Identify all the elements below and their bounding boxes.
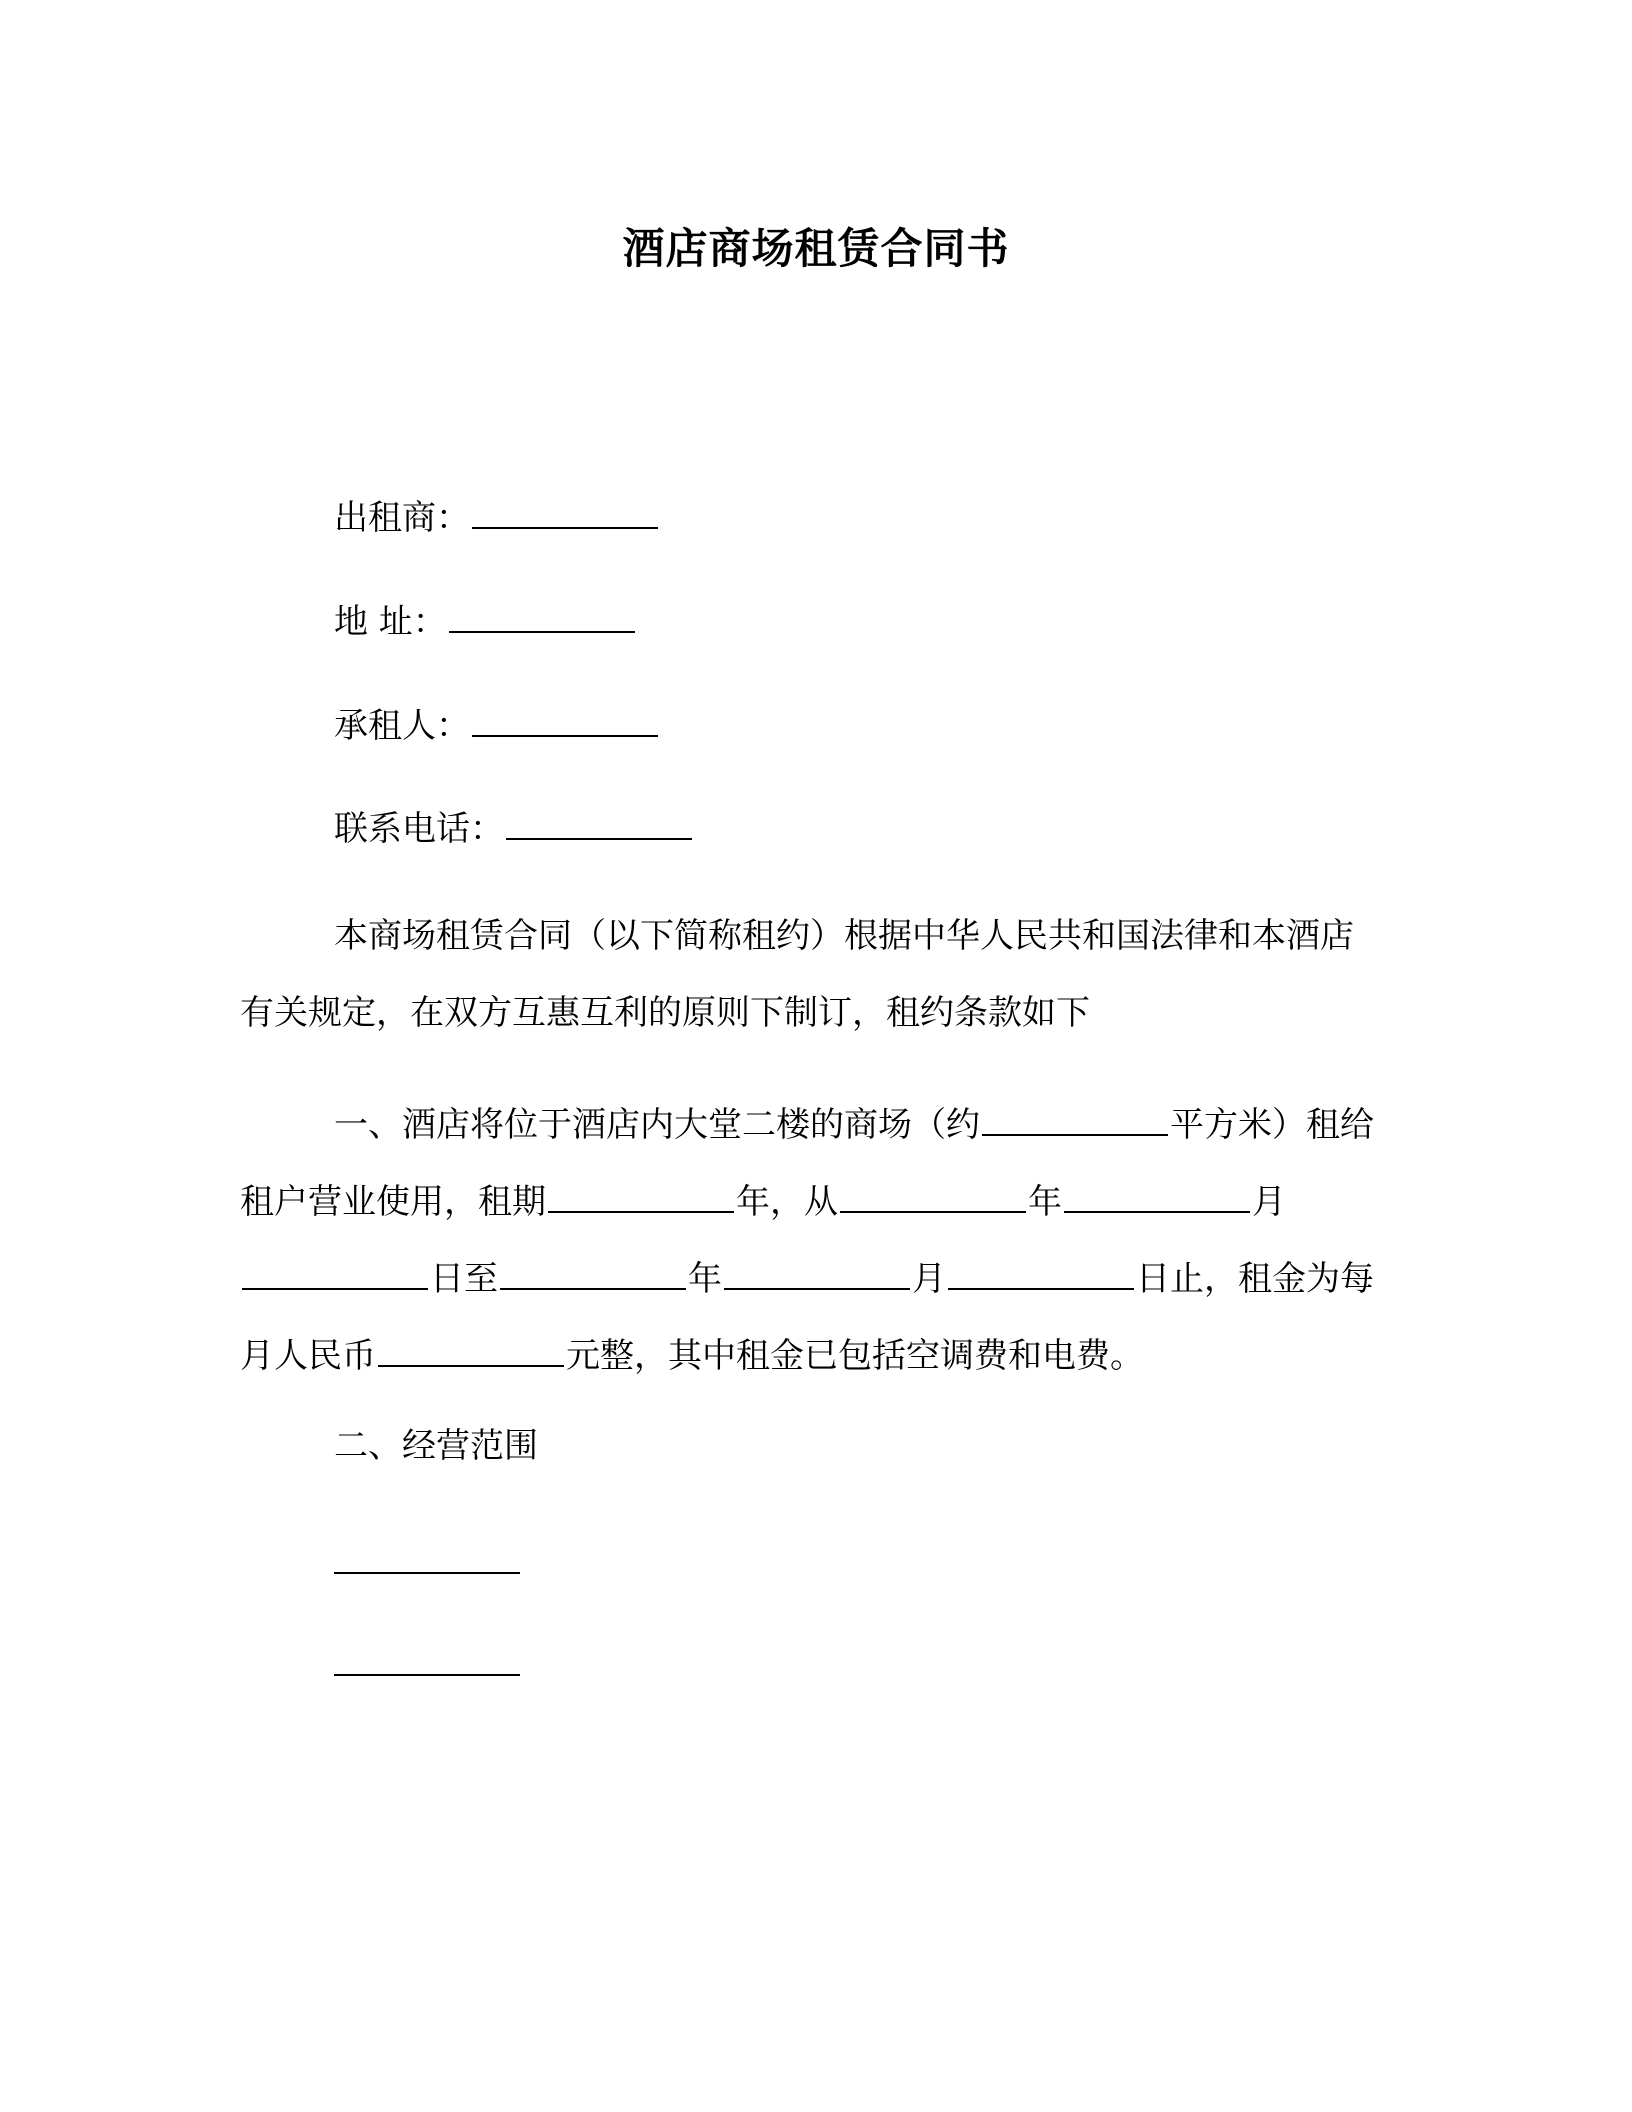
start-day-blank[interactable] xyxy=(242,1258,428,1290)
intro-paragraph: 本商场租赁合同（以下简称租约）根据中华人民共和国法律和本酒店有关规定，在双方互惠互利的原则下制订，租约条款如下 xyxy=(240,916,1354,1033)
clause-1-text-8: 月 xyxy=(912,1259,946,1299)
start-month-blank[interactable] xyxy=(1064,1181,1250,1213)
address-blank[interactable] xyxy=(449,601,635,633)
phone-field xyxy=(334,807,694,851)
end-year-blank[interactable] xyxy=(500,1258,686,1290)
end-day-blank[interactable] xyxy=(948,1258,1134,1290)
lessee-field xyxy=(334,704,660,748)
clause-1-paragraph xyxy=(240,1087,1380,1395)
clause-1-text-10: 元整，其中租金已包括空调费和电费。 xyxy=(566,1336,1144,1376)
document-title: 酒店商场租赁合同书 xyxy=(622,224,1010,273)
clause-2-heading: 二、经营范围 xyxy=(334,1426,538,1466)
phone-blank[interactable] xyxy=(506,808,692,840)
lessor-label: 出租商： xyxy=(334,498,470,538)
clause-1-text-9: 日止，租金为每月人民币 xyxy=(240,1259,1374,1376)
clause-1-text-7: 年 xyxy=(688,1259,722,1299)
business-scope-blank-2[interactable] xyxy=(334,1674,520,1676)
clause-1-text-2: 平方米）租给租户营业使用，租期 xyxy=(240,1105,1374,1222)
term-blank[interactable] xyxy=(548,1181,734,1213)
business-scope-blank-1[interactable] xyxy=(334,1572,520,1574)
address-label: 地 址： xyxy=(334,602,447,642)
clause-1-text-1: 一、酒店将位于酒店内大堂二楼的商场（约 xyxy=(334,1105,980,1145)
start-year-blank[interactable] xyxy=(840,1181,1026,1213)
end-month-blank[interactable] xyxy=(724,1258,910,1290)
rent-amount-blank[interactable] xyxy=(378,1335,564,1367)
clause-1-text-3: 年，从 xyxy=(736,1182,838,1222)
phone-label: 联系电话： xyxy=(334,809,504,849)
clause-1-text-6: 日至 xyxy=(430,1259,498,1299)
clause-1-text-5: 月 xyxy=(1252,1182,1286,1222)
lessee-blank[interactable] xyxy=(472,705,658,737)
address-field xyxy=(334,600,637,644)
lessor-field xyxy=(334,496,660,540)
lessee-label: 承租人： xyxy=(334,706,470,746)
area-blank[interactable] xyxy=(982,1104,1168,1136)
clause-1-text-4: 年 xyxy=(1028,1182,1062,1222)
lessor-blank[interactable] xyxy=(472,497,658,529)
